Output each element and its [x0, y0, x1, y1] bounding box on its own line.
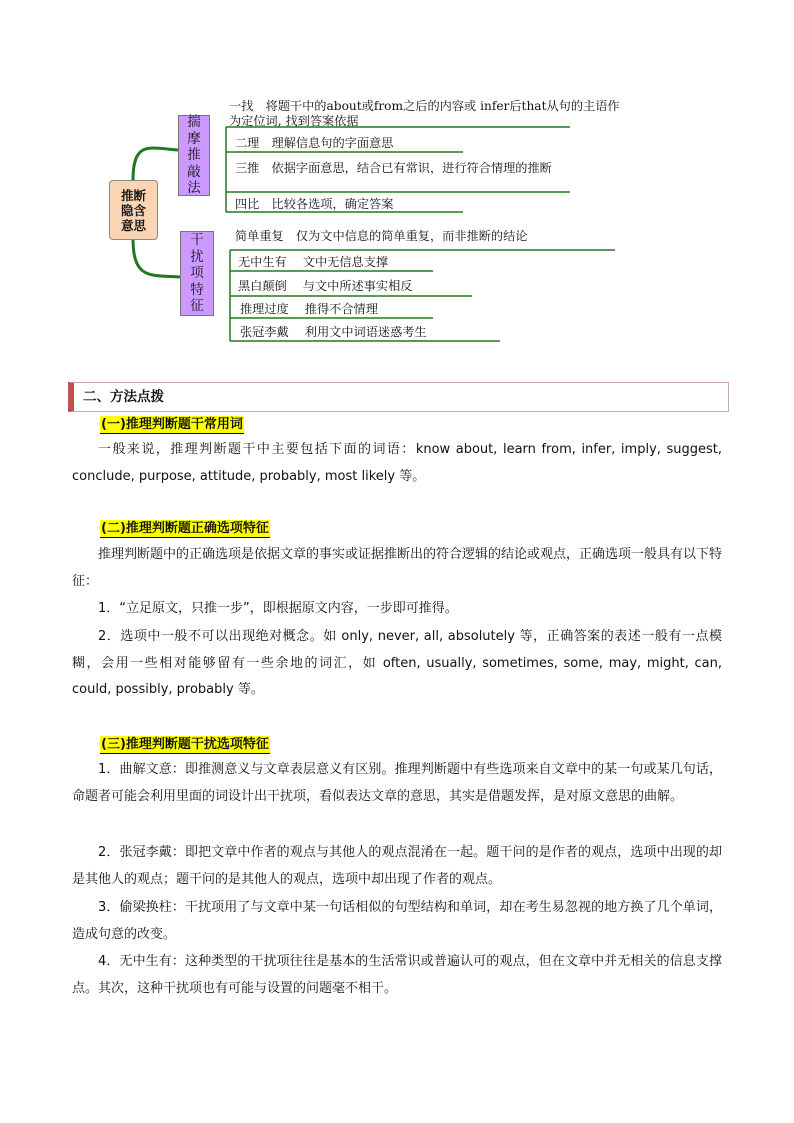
mindmap-branch-distractor: 干 扰 项 特 征 — [180, 231, 214, 316]
sub-heading-3: (三)推理判断题干扰选项特征 — [101, 737, 269, 752]
sub2-paragraph-1: 1．“立足原文，只推一步”，即根据原文内容，一步即可推得。 — [98, 601, 458, 616]
distractor-simple-repeat: 简单重复 仅为文中信息的简单重复，而非推断的结论 — [235, 229, 528, 243]
connector-root-branch2 — [133, 238, 180, 277]
sub-heading-1: (一)推理判断题干常用词 — [101, 417, 243, 432]
sub3-paragraph-1: 1．曲解文意：即推测意义与文章表层意义有区别。推理判断题中有些选项来自文章中的某一句或某几句话，命题者可能会利用里面的词设计出干扰项，看似表达文章的意思，其实是借题发挥，是对原文意思的曲解。 — [72, 762, 722, 804]
section-header: 二、方法点拨 — [68, 382, 729, 412]
method-step-compare: 四比 比较各选项，确定答案 — [235, 197, 394, 211]
sub1-paragraph: 一般来说，推理判断题干中主要包括下面的词语：know about, learn from, infer, imply, suggest, conclude, purpose, attitude, probably, most likely 等。 — [72, 442, 722, 484]
sub3-paragraph-4: 4．无中生有：这种类型的干扰项往往是基本的生活常识或普遍认可的观点，但在文章中并无相关的信息支撑点。其次，这种干扰项也有可能与设置的问题毫不相干。 — [72, 954, 722, 996]
method-step-find: 一找 将题干中的about或from之后的内容或 infer后that从句的主语作为定位词, 找到答案依据 — [229, 99, 620, 128]
mindmap-root: 推断 隐含 意思 — [109, 180, 158, 240]
sub3-paragraph-3: 3．偷梁换柱：干扰项用了与文章中某一句话相似的句型结构和单词，却在考生易忽视的地方换了几个单词，造成句意的改变。 — [72, 900, 722, 942]
mindmap-branch-method: 揣 摩 推 敲 法 — [178, 115, 210, 196]
distractor-over-inference: 推理过度 推得不合情理 — [240, 302, 378, 316]
sub2-paragraph-intro: 推理判断题中的正确选项是依据文章的事实或证据推断出的符合逻辑的结论或观点，正确选项一般具有以下特征： — [72, 547, 723, 589]
sub3-paragraph-2: 2．张冠李戴：即把文章中作者的观点与其他人的观点混淆在一起。题干问的是作者的观点，选项中出现的却是其他人的观点；题干问的是其他人的观点，选项中却出现了作者的观点。 — [72, 845, 722, 887]
sub-heading-2: (二)推理判断题正确选项特征 — [101, 521, 269, 536]
distractor-reversed: 黑白颠倒 与文中所述事实相反 — [238, 279, 413, 293]
method-step-infer: 三推 依据字面意思，结合已有常识，进行符合情理的推断 — [235, 161, 552, 175]
sub2-paragraph-2: 2．选项中一般不可以出现绝对概念。如 only, never, all, absolutely 等，正确答案的表述一般有一点模糊，会用一些相对能够留有一些余地的词汇，如 often, usually, sometimes, some, may, might, can, could, possibly, probably 等。 — [72, 629, 722, 697]
method-step-understand: 二理 理解信息句的字面意思 — [235, 136, 394, 150]
distractor-misattribution: 张冠李戴 利用文中词语迷惑考生 — [240, 325, 427, 339]
connector-root-branch1 — [133, 148, 178, 180]
distractor-fabricated: 无中生有 文中无信息支撑 — [238, 255, 389, 269]
